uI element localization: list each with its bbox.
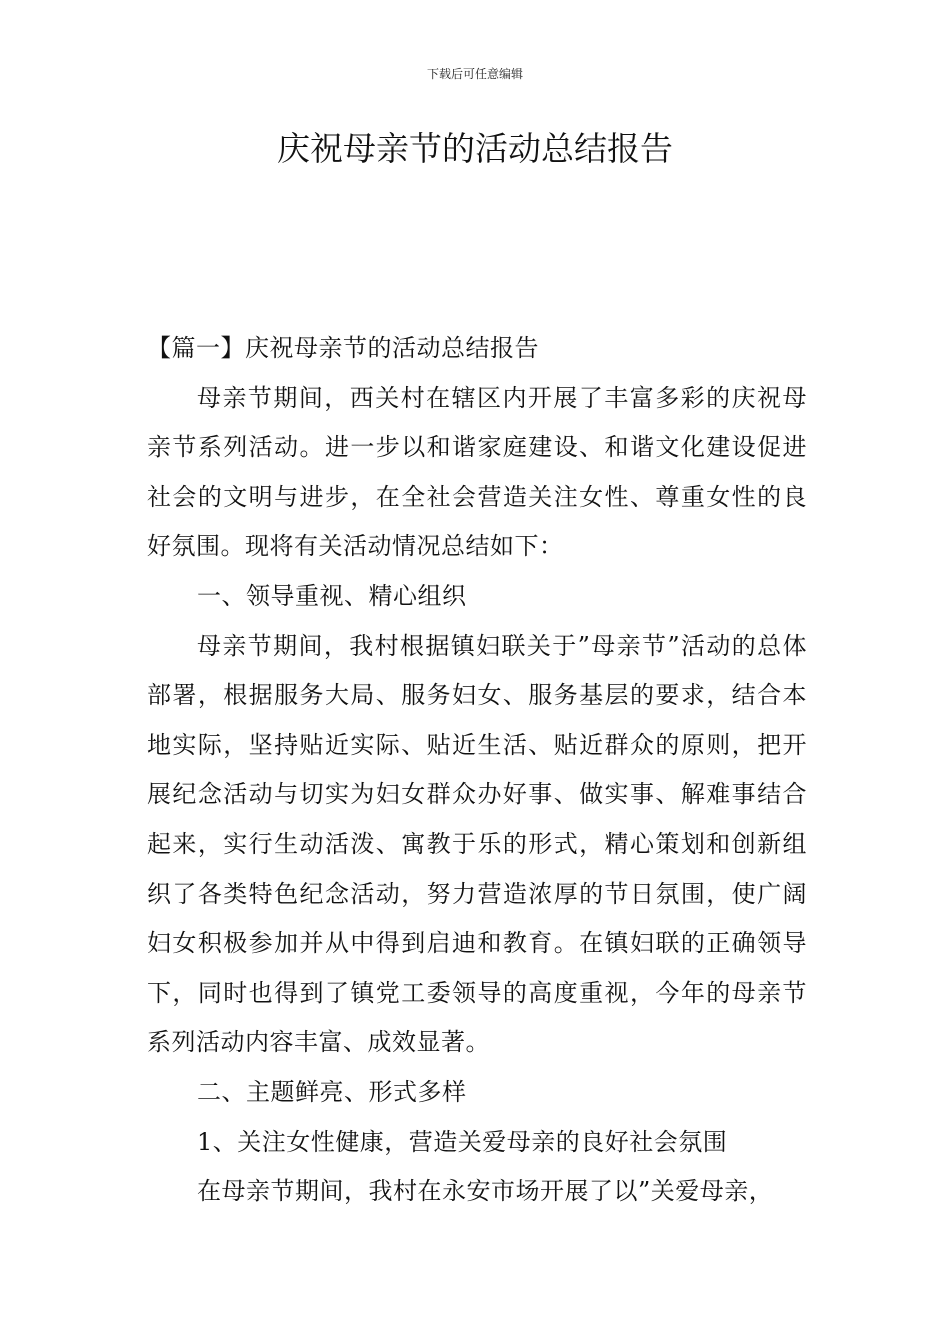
section-heading-2: 二、主题鲜亮、形式多样 xyxy=(197,1077,467,1106)
subsection-heading-1: 1、关注女性健康，营造关爱母亲的良好社会氛围 xyxy=(197,1127,728,1156)
paragraph-subsection-1: 在母亲节期间，我村在永安市场开展了以”关爱母亲， xyxy=(197,1177,774,1206)
paragraph-heading: 【篇一】庆祝母亲节的活动总结报告 xyxy=(147,334,539,362)
paragraph-intro: 母亲节期间，西关村在辖区内开展了丰富多彩的庆祝母亲节系列活动。进一步以和谐家庭建设、和谐文化建设促进社会的文明与进步，在全社会营造关注女性、尊重女性的良好氛围。现将有关活动情况总结如下： xyxy=(147,383,807,561)
paragraph-section-1: 母亲节期间，我村根据镇妇联关于”母亲节”活动的总体部署，根据服务大局、服务妇女、服务基层的要求，结合本地实际，坚持贴近实际、贴近生活、贴近群众的原则，把开展纪念活动与切实为妇女群众办好事、做实事、解难事结合起来，实行生动活泼、寓教于乐的形式，精心策划和创新组织了各类特色纪念活动，努力营造浓厚的节日氛围，使广阔妇女积极参加并从中得到启迪和教育。在镇妇联的正确领导下，同时也得到了镇党工委领导的高度重视，今年的母亲节系列活动内容丰富、成效显著。 xyxy=(147,631,807,1057)
section-heading-1: 一、领导重视、精心组织 xyxy=(197,581,467,610)
header-note: 下载后可任意编辑 xyxy=(426,67,523,81)
document-body xyxy=(147,324,807,1217)
document-title: 庆祝母亲节的活动总结报告 xyxy=(277,129,673,168)
